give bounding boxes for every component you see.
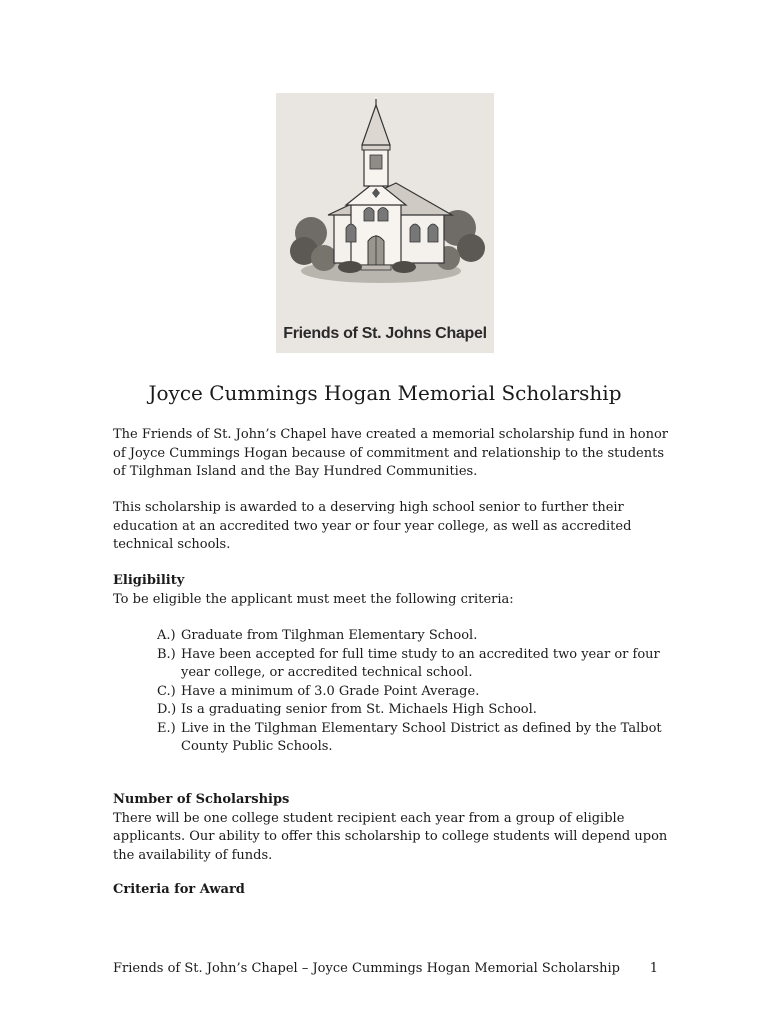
purpose-text: This scholarship is awarded to a deserving high school senior to further their education at an accredited two year or four year college, as well as accredited technical schools. <box>113 500 632 552</box>
eligibility-criteria-list <box>157 627 677 757</box>
intro-paragraph <box>113 426 673 482</box>
list-item-text: Live in the Tilghman Elementary School District as defined by the Talbot County Public Schools. <box>181 720 662 754</box>
eligibility-heading: Eligibility <box>113 573 185 588</box>
purpose-paragraph <box>113 499 673 555</box>
list-item-text: Have been accepted for full time study to an accredited two year or four year college, or accredited technical school. <box>181 646 660 680</box>
chapel-illustration <box>276 93 494 353</box>
number-of-scholarships-heading: Number of Scholarships <box>113 792 290 807</box>
list-item-letter: C.) <box>157 683 176 699</box>
list-item-letter: B.) <box>157 646 176 662</box>
eligibility-lead: To be eligible the applicant must meet the following criteria: <box>113 591 514 607</box>
list-item <box>157 683 677 702</box>
page-footer <box>113 961 658 976</box>
document-title: Joyce Cummings Hogan Memorial Scholarship <box>148 381 622 405</box>
footer-text: Friends of St. John’s Chapel – Joyce Cummings Hogan Memorial Scholarship <box>113 961 620 976</box>
list-item-text: Have a minimum of 3.0 Grade Point Average. <box>181 683 480 699</box>
intro-text: The Friends of St. John’s Chapel have created a memorial scholarship fund in honor of Joyce Cummings Hogan because of commitment and relationship to the students of Tilghman Island and the Bay Hundred Communities. <box>113 427 669 479</box>
list-item <box>157 627 677 646</box>
list-item-letter: E.) <box>157 720 176 736</box>
page-number: 1 <box>649 961 658 976</box>
criteria-for-award-heading: Criteria for Award <box>113 882 245 897</box>
list-item <box>157 720 677 757</box>
number-of-scholarships-section <box>113 791 673 865</box>
list-item <box>157 646 677 683</box>
logo-caption: Friends of St. Johns Chapel <box>283 325 487 342</box>
number-of-scholarships-text: There will be one college student recipient each year from a group of eligible applicants. Our ability to offer this scholarship to college students will depend upon the availability of funds. <box>113 810 668 863</box>
criteria-for-award-section <box>113 881 673 900</box>
chapel-logo <box>276 93 494 353</box>
list-item-text: Graduate from Tilghman Elementary School. <box>181 628 478 643</box>
eligibility-section <box>113 572 673 609</box>
list-item-letter: D.) <box>157 702 177 717</box>
list-item-text: Is a graduating senior from St. Michaels High School. <box>181 702 537 717</box>
list-item <box>157 701 677 720</box>
list-item-letter: A.) <box>157 628 176 643</box>
